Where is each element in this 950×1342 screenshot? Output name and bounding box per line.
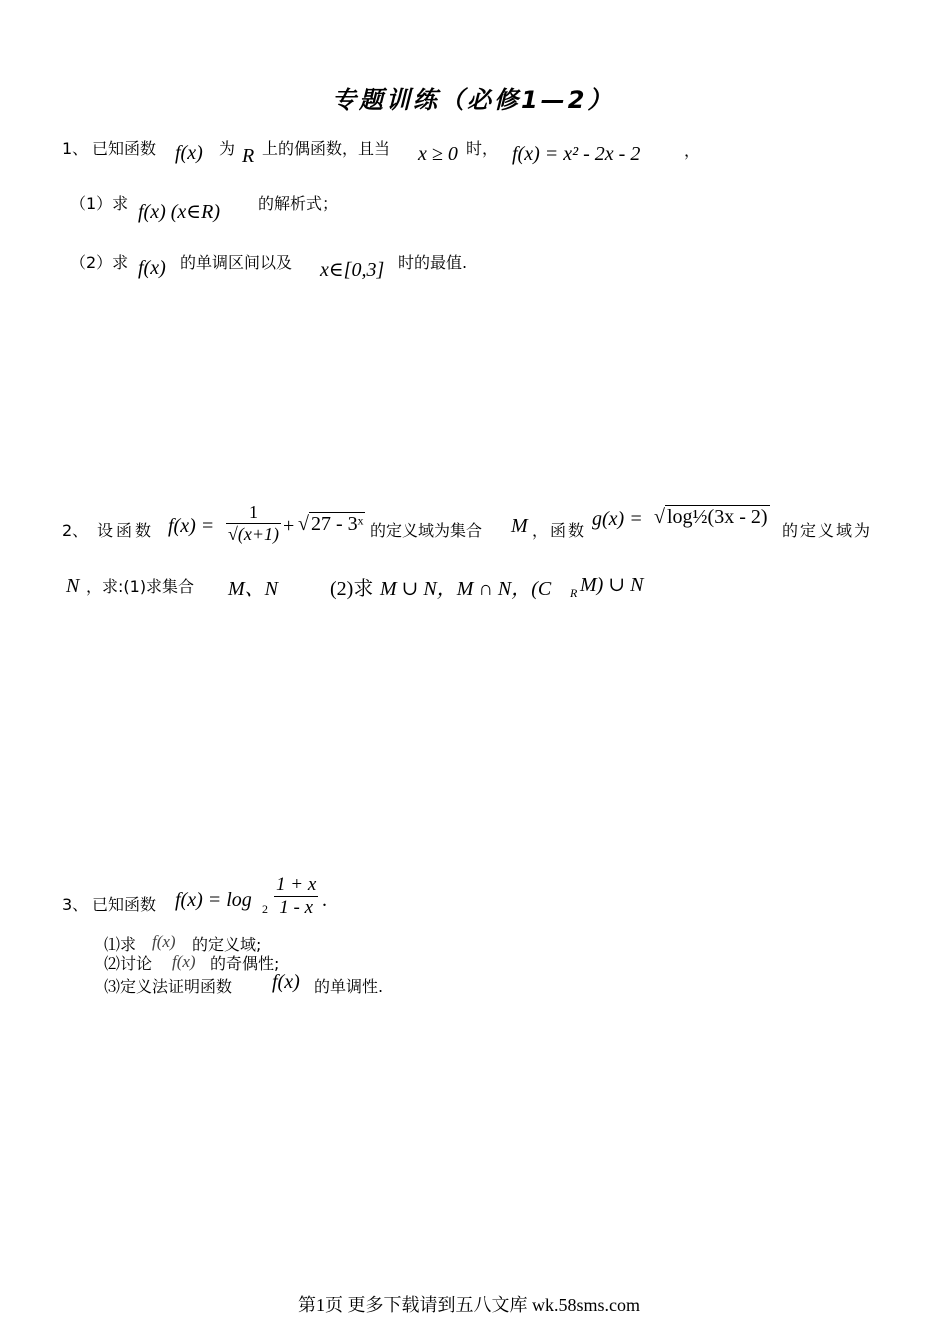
math-expression: f(x)	[152, 932, 176, 951]
page-title: 专题训练（必修1—2）	[332, 86, 615, 114]
part-text: 的定义域;	[192, 935, 262, 954]
part-label: ⑶定义法证明函数	[104, 977, 233, 996]
math-expression: N	[66, 575, 80, 597]
problem-text: 为	[219, 139, 236, 158]
fraction-denominator: √(x+1)	[228, 524, 280, 544]
math-expression: x ≥ 0	[418, 143, 458, 165]
problem-text: 的定义域为	[782, 521, 873, 540]
math-expression: M	[511, 515, 528, 537]
problem-text: 上的偶函数，且当	[262, 139, 391, 158]
math-expression: g(x) =	[592, 508, 643, 530]
math-expression: f(x)	[138, 257, 166, 279]
problem-text: 已知函数	[92, 895, 157, 914]
fraction-numerator: 1 + x	[276, 874, 317, 895]
problem-text: 的定义域为集合	[370, 521, 483, 540]
fraction-denominator: 1 - x	[279, 897, 314, 918]
sqrt-radicand: log½(3x - 2)	[666, 506, 768, 528]
math-expression: f(x)	[272, 971, 300, 993]
part-text: 的解析式；	[258, 194, 339, 213]
math-expression: f(x) = x² - 2x - 2	[512, 143, 641, 165]
problem-text: 已知函数	[92, 139, 157, 158]
part-text: 时的最值.	[398, 253, 468, 272]
math-expression: x∈[0,3]	[320, 259, 385, 281]
math-expression: .	[322, 889, 327, 911]
page-footer: 第1页 更多下载请到五八文库 wk.58sms.com	[298, 1295, 640, 1315]
part-label: ⑵讨论	[104, 954, 153, 973]
part-label: （2）求	[70, 253, 129, 272]
problem-number: 2、	[62, 521, 89, 540]
fraction	[226, 502, 281, 545]
problem-text: ，	[684, 141, 701, 160]
sqrt-expression: √ 27 - 3ˣ	[298, 513, 364, 535]
math-expression: M) ∪ N	[580, 574, 644, 596]
problem-number: 1、	[62, 139, 89, 158]
math-expression: M ∪ N，M ∩ N，(C	[380, 578, 552, 600]
part-text: 的单调性.	[314, 977, 384, 996]
part-text: 的奇偶性;	[210, 954, 280, 973]
math-expression: f(x) = log	[175, 889, 252, 911]
problem-text: 时，	[466, 139, 499, 158]
problem-text: 设函数	[97, 521, 155, 540]
part-label: （1）求	[70, 194, 129, 213]
part-label: (2)求	[330, 578, 374, 600]
problem-number: 3、	[62, 895, 89, 914]
math-operator: +	[283, 515, 295, 537]
problem-text: ，函数	[532, 521, 587, 540]
sqrt-expression: √ log½(3x - 2)	[654, 506, 768, 528]
math-expression: f(x)	[172, 952, 196, 971]
math-subscript: 2	[262, 902, 268, 916]
part-label: ⑴求	[104, 935, 137, 954]
math-expression: f(x)	[175, 142, 203, 164]
fraction-numerator: 1	[226, 502, 281, 524]
math-expression: M、N	[228, 578, 278, 600]
fraction	[274, 874, 318, 919]
part-text: 的单调区间以及	[180, 253, 293, 272]
math-expression: f(x) =	[168, 515, 215, 537]
math-expression: R	[242, 145, 255, 167]
math-subscript: R	[570, 586, 578, 600]
sqrt-radicand: 27 - 3ˣ	[310, 513, 364, 535]
problem-text: ，求:(1)求集合	[86, 577, 195, 596]
math-expression: f(x) (x∈R)	[138, 201, 220, 223]
